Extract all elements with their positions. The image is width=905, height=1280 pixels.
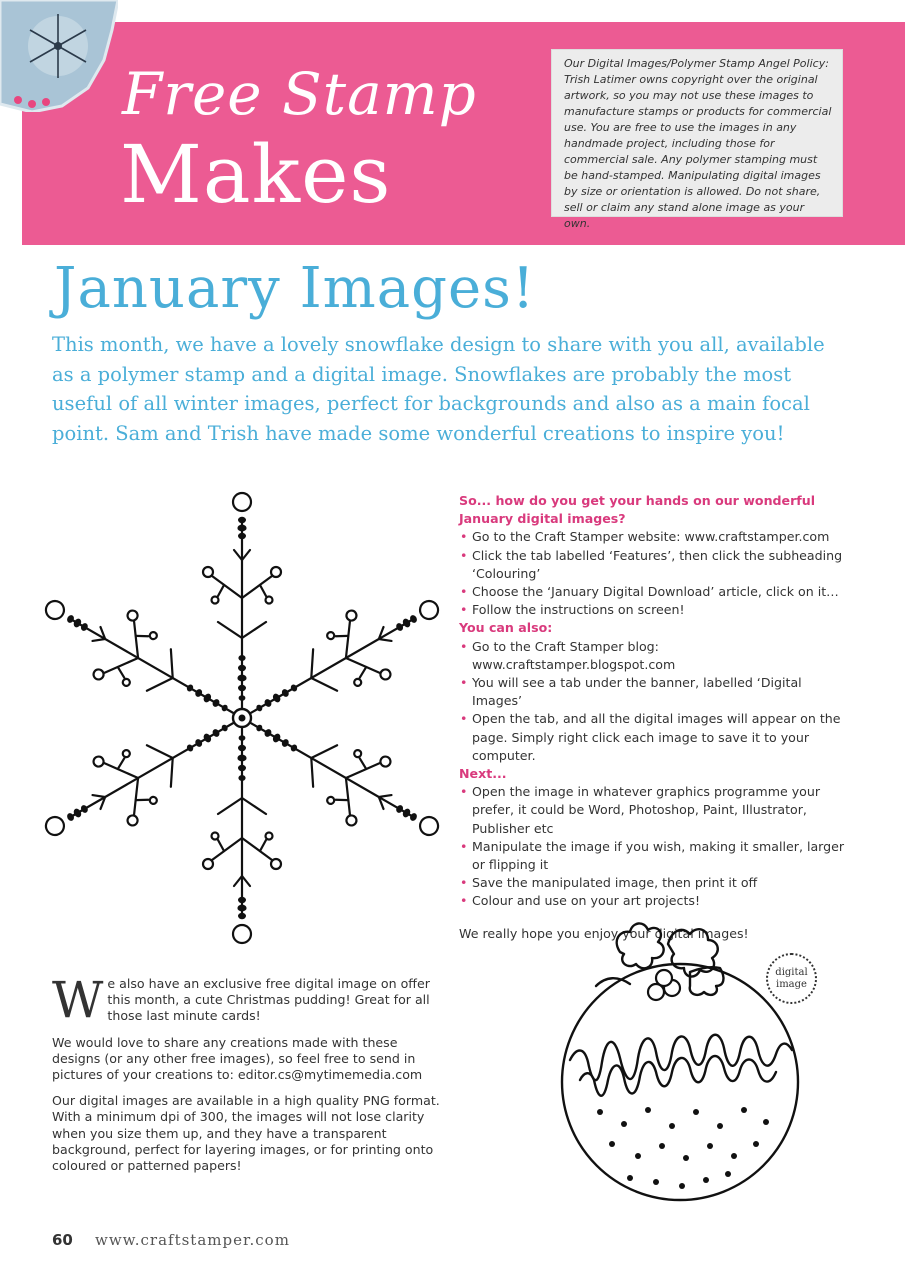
list-item: • Open the image in whatever graphics programme your prefer, it could be Word, Photoshop, Paint, Illustrator, Publisher etc — [459, 783, 854, 838]
policy-box: Our Digital Images/Polymer Stamp Angel Policy: Trish Latimer owns copyright over the original artwork, so you may not use these images to manufacture stamps or products for commercial use. You are free to use the images in any handmade project, including those for commercial sale. Any polymer stamping must be hand-stamped. Manipulating digital images by size or orientation is allowed. Do not share, sell or claim any stand alone image as your own. — [551, 49, 843, 217]
list-item: • Manipulate the image if you wish, making it smaller, larger or flipping it — [459, 838, 854, 874]
list-item: • Open the tab, and all the digital images will appear on the page. Simply right click each image to save it to your computer. — [459, 710, 854, 765]
list-item: • Save the manipulated image, then print it off — [459, 874, 854, 892]
instructions-column — [459, 492, 854, 943]
pudding-article — [52, 971, 444, 1184]
list-item: • Follow the instructions on screen! — [459, 601, 854, 619]
also-list — [459, 638, 854, 765]
closing-line: We really hope you enjoy your digital images! — [459, 925, 749, 941]
page-number: 60 — [52, 1231, 73, 1249]
footer-url: www.craftstamper.com — [95, 1231, 290, 1249]
list-item: • Colour and use on your art projects! — [459, 892, 854, 910]
banner-title-line1: Free Stamp — [122, 60, 477, 128]
list-item: • Go to the Craft Stamper blog: www.craftstamper.blogspot.com — [459, 638, 854, 674]
drop-cap: W — [52, 971, 104, 1029]
page-title: January Images! — [54, 256, 536, 321]
paragraph-text: e also have an exclusive free digital image on offer this month, a cute Christmas pudding! Great for all those last minute cards! — [107, 976, 430, 1024]
paragraph: We would love to share any creations made with these designs (or any other free images), so feel free to send in pictures of your creations to: editor.cs@mytimemedia.com — [52, 1034, 423, 1083]
also-heading: You can also: — [459, 620, 553, 636]
steps-list — [459, 528, 854, 619]
list-item: • You will see a tab under the banner, labelled ‘Digital Images’ — [459, 674, 854, 710]
next-heading: Next... — [459, 766, 507, 782]
digital-image-badge — [766, 953, 817, 1004]
banner-title-line2: Makes — [120, 128, 392, 221]
badge-line2: image — [776, 978, 807, 990]
badge-line1: digital — [775, 966, 808, 978]
snowflake-photo-corner — [0, 0, 118, 112]
paragraph — [52, 971, 444, 1029]
list-item: • Choose the ‘January Digital Download’ article, click on it… — [459, 583, 854, 601]
snowflake-illustration — [40, 488, 445, 948]
instructions-heading: So... how do you get your hands on our wonderful January digital images? — [459, 493, 816, 527]
list-item: • Click the tab labelled ‘Features’, then click the subheading ‘Colouring’ — [459, 547, 854, 583]
next-list — [459, 783, 854, 910]
intro-paragraph: This month, we have a lovely snowflake design to share with you all, available as a polymer stamp and a digital image. Snowflakes are probably the most useful of all winter images, perfect for backgrounds and also as a main focal point. Sam and Trish have made some wonderful creations to inspire you! — [52, 333, 825, 445]
list-item: • Go to the Craft Stamper website: www.craftstamper.com — [459, 528, 854, 546]
paragraph: Our digital images are available in a high quality PNG format. With a minimum dpi of 300, the images will not lose clarity when you size them up, and they have a transparent background, perfect for layering images, or for printing onto coloured or patterned papers! — [52, 1093, 440, 1174]
